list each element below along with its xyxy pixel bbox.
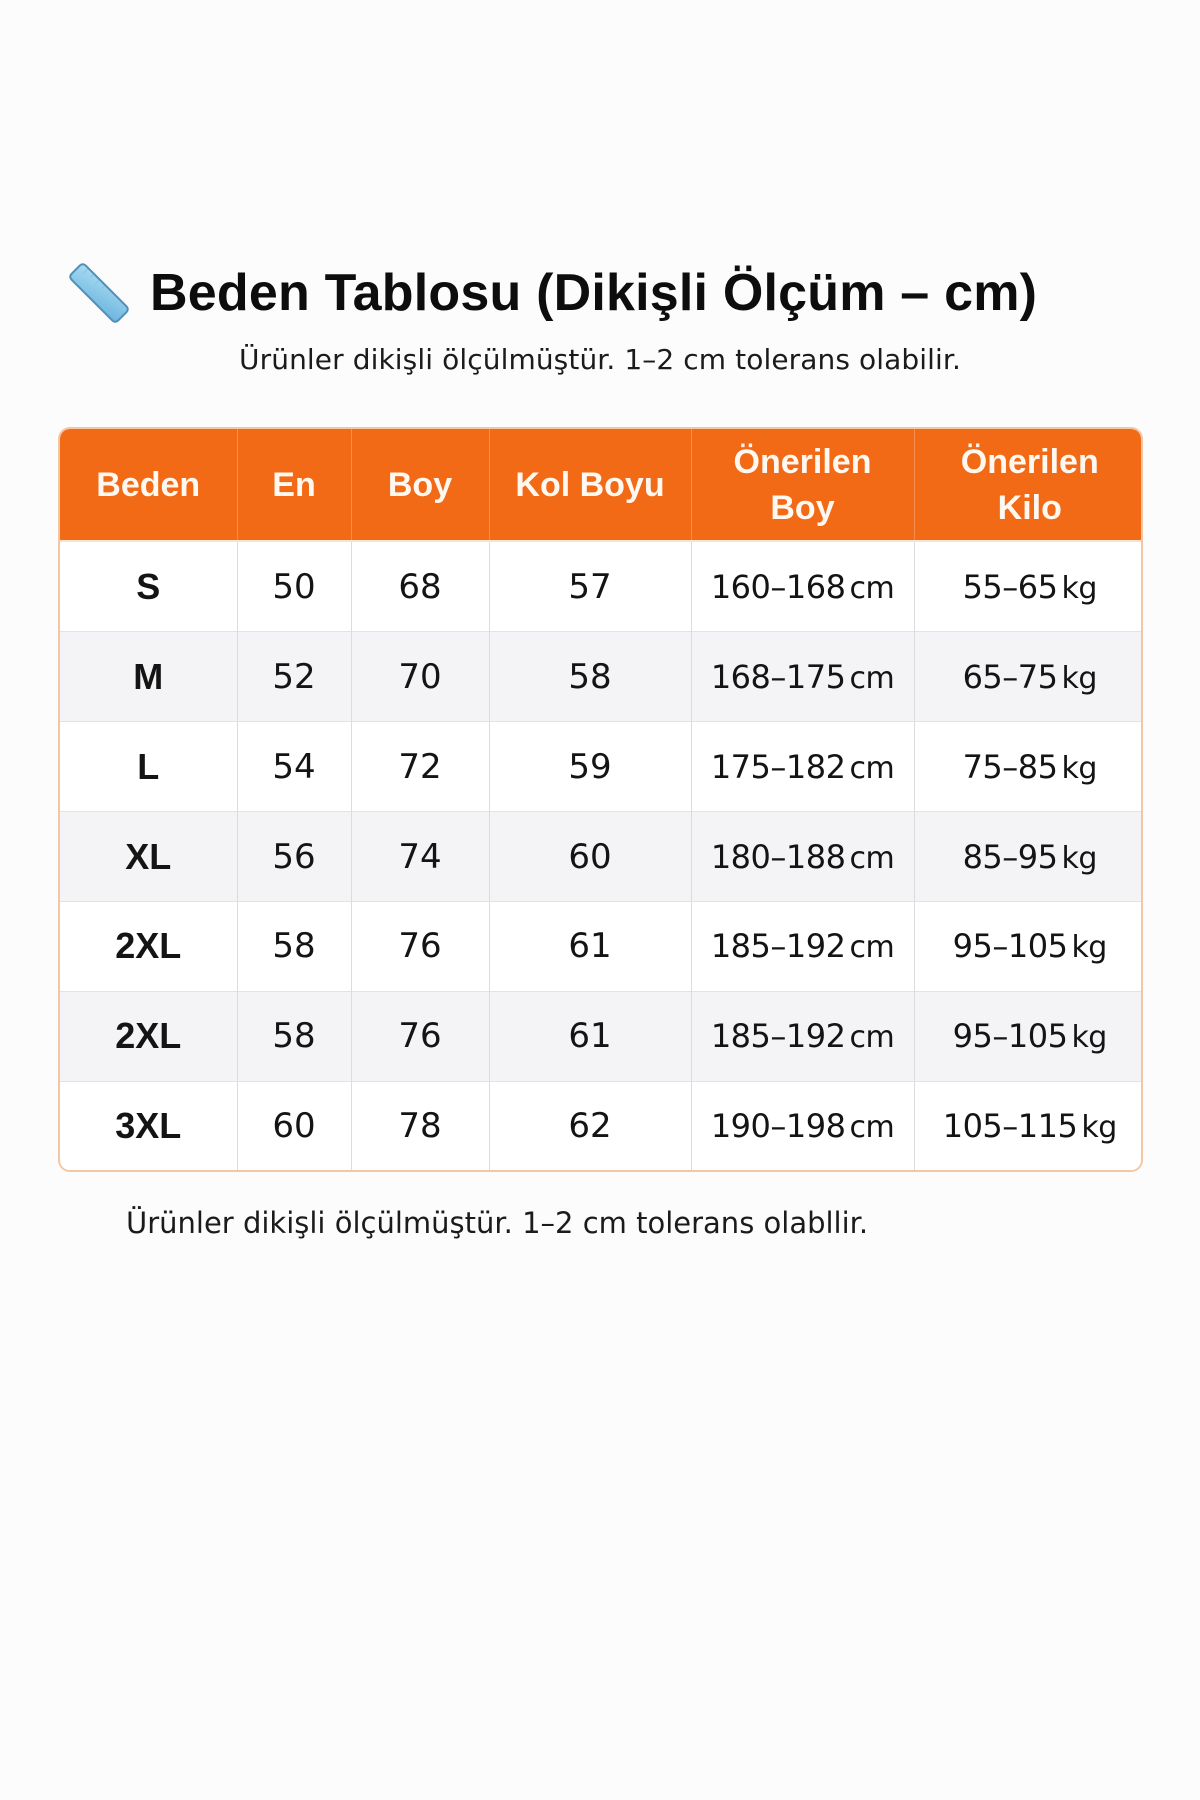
column-header-beden: Beden [60, 429, 237, 541]
recommended-weight-cell: 105–115 kg [914, 1081, 1143, 1170]
recommended-weight-cell: 95–105 kg [914, 901, 1143, 991]
size-cell: M [60, 632, 237, 722]
size-cell: XL [60, 812, 237, 902]
kol-boyu-cell: 57 [489, 541, 691, 632]
boy-cell: 74 [351, 812, 489, 902]
en-cell: 58 [237, 901, 351, 991]
table-row [60, 541, 1143, 632]
kol-boyu-cell: 59 [489, 722, 691, 812]
size-cell: L [60, 722, 237, 812]
boy-cell: 68 [351, 541, 489, 632]
table-row [60, 632, 1143, 722]
recommended-weight-cell: 55–65 kg [914, 541, 1143, 632]
recommended-weight-cell: 95–105 kg [914, 991, 1143, 1081]
recommended-height-cell: 160–168 cm [691, 541, 914, 632]
column-header-onerilen-boy: Önerilen Boy [691, 429, 914, 541]
recommended-weight-cell: 65–75 kg [914, 632, 1143, 722]
table-row [60, 812, 1143, 902]
en-cell: 56 [237, 812, 351, 902]
subtitle-note: Ürünler dikişli ölçülmüştür. 1–2 cm tolerans olabilir. [239, 343, 961, 376]
kol-boyu-cell: 60 [489, 812, 691, 902]
column-header-en: En [237, 429, 351, 541]
table-row [60, 1081, 1143, 1170]
column-header-kol-boyu: Kol Boyu [489, 429, 691, 541]
boy-cell: 76 [351, 991, 489, 1081]
table-row [60, 991, 1143, 1081]
recommended-height-cell: 190–198 cm [691, 1081, 914, 1170]
en-cell: 60 [237, 1081, 351, 1170]
recommended-weight-cell: 75–85 kg [914, 722, 1143, 812]
boy-cell: 78 [351, 1081, 489, 1170]
boy-cell: 72 [351, 722, 489, 812]
kol-boyu-cell: 62 [489, 1081, 691, 1170]
size-chart-table [58, 427, 1143, 1172]
boy-cell: 76 [351, 901, 489, 991]
table-row [60, 901, 1143, 991]
recommended-weight-cell: 85–95 kg [914, 812, 1143, 902]
recommended-height-cell: 175–182 cm [691, 722, 914, 812]
size-cell: 3XL [60, 1081, 237, 1170]
recommended-height-cell: 180–188 cm [691, 812, 914, 902]
table-row [60, 722, 1143, 812]
en-cell: 52 [237, 632, 351, 722]
size-cell: 2XL [60, 901, 237, 991]
footer-note: Ürünler dikişli ölçülmüştür. 1–2 cm tolerans olabllir. [126, 1206, 869, 1240]
column-header-onerilen-kilo: Önerilen Kilo [914, 429, 1143, 541]
page-title: Beden Tablosu (Dikişli Ölçüm – cm) [150, 264, 1038, 322]
recommended-height-cell: 185–192 cm [691, 901, 914, 991]
en-cell: 54 [237, 722, 351, 812]
recommended-height-cell: 185–192 cm [691, 991, 914, 1081]
kol-boyu-cell: 61 [489, 991, 691, 1081]
kol-boyu-cell: 58 [489, 632, 691, 722]
size-cell: S [60, 541, 237, 632]
recommended-height-cell: 168–175 cm [691, 632, 914, 722]
size-cell: 2XL [60, 991, 237, 1081]
kol-boyu-cell: 61 [489, 901, 691, 991]
column-header-boy: Boy [351, 429, 489, 541]
en-cell: 58 [237, 991, 351, 1081]
table-header-row [60, 429, 1143, 541]
straight-ruler-icon [62, 256, 136, 330]
title-row [62, 258, 1037, 328]
en-cell: 50 [237, 541, 351, 632]
boy-cell: 70 [351, 632, 489, 722]
